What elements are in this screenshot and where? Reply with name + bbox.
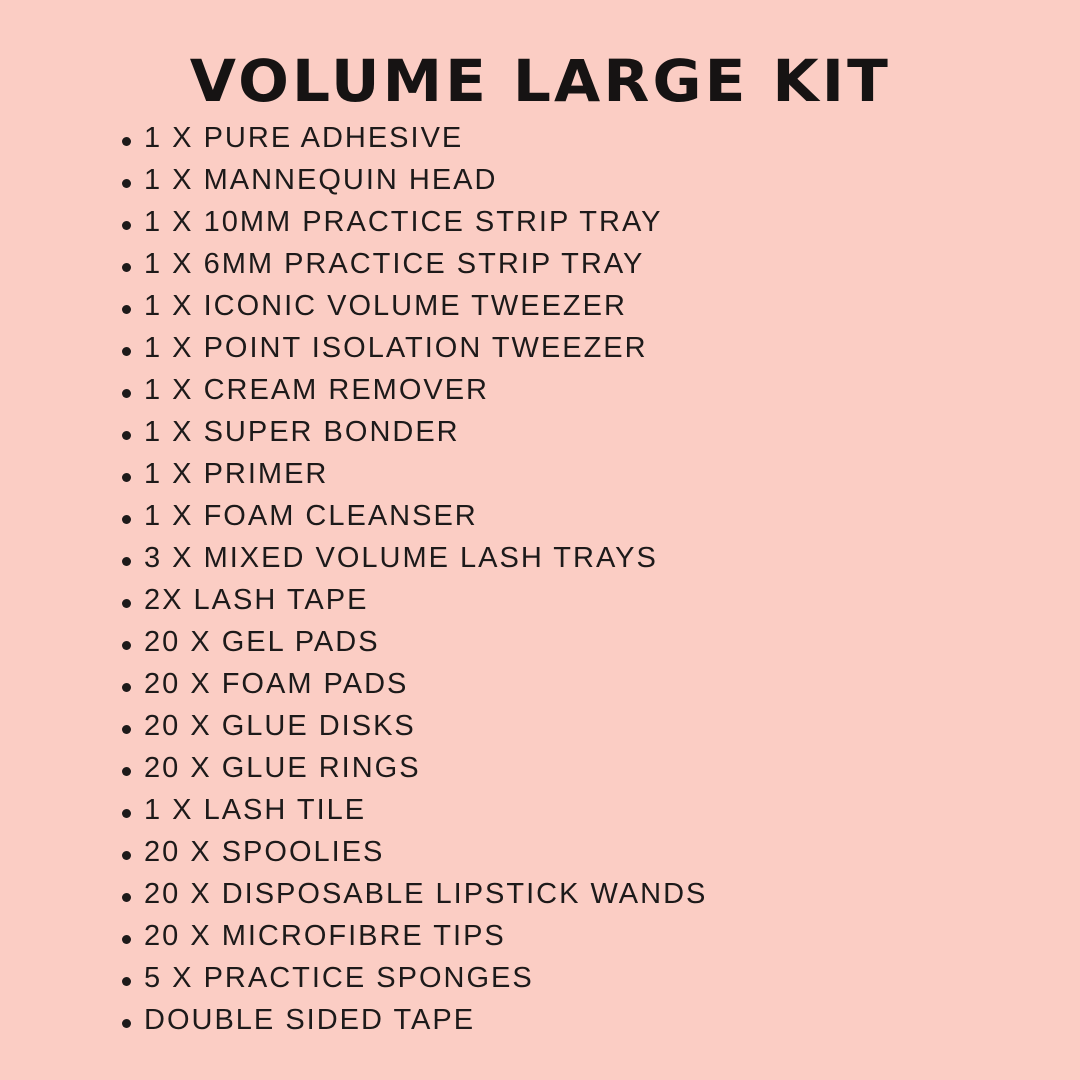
list-item: [122, 838, 1080, 880]
list-item: [122, 460, 1080, 502]
list-item: [122, 880, 1080, 922]
kit-items-list: [0, 124, 1080, 1048]
list-item-label: 1 X POINT ISOLATION TWEEZER: [144, 332, 648, 364]
page-title: VOLUME LARGE KIT: [189, 47, 891, 115]
list-item-label: 1 X FOAM CLEANSER: [144, 500, 478, 532]
list-item: [122, 922, 1080, 964]
list-item: [122, 292, 1080, 334]
list-item: [122, 334, 1080, 376]
list-item-label: 5 X PRACTICE SPONGES: [144, 962, 534, 994]
bullet-icon: [122, 295, 144, 319]
list-item: [122, 964, 1080, 1006]
bullet-icon: [122, 715, 144, 739]
bullet-icon: [122, 547, 144, 571]
bullet-icon: [122, 1009, 144, 1033]
list-item: [122, 670, 1080, 712]
bullet-icon: [122, 253, 144, 277]
list-item-label: 20 X DISPOSABLE LIPSTICK WANDS: [144, 878, 708, 910]
list-item: [122, 502, 1080, 544]
list-item-label: 20 X FOAM PADS: [144, 668, 409, 700]
list-item: [122, 712, 1080, 754]
list-item-label: 1 X 10MM PRACTICE STRIP TRAY: [144, 206, 663, 238]
bullet-icon: [122, 967, 144, 991]
list-item: [122, 166, 1080, 208]
list-item: [122, 628, 1080, 670]
list-item-label: 1 X SUPER BONDER: [144, 416, 460, 448]
list-item-label: 20 X GLUE DISKS: [144, 710, 416, 742]
bullet-icon: [122, 421, 144, 445]
list-item-label: DOUBLE SIDED TAPE: [144, 1004, 476, 1036]
bullet-icon: [122, 799, 144, 823]
bullet-icon: [122, 505, 144, 529]
bullet-icon: [122, 883, 144, 907]
bullet-icon: [122, 841, 144, 865]
list-item-label: 2X LASH TAPE: [144, 584, 369, 616]
bullet-icon: [122, 379, 144, 403]
bullet-icon: [122, 589, 144, 613]
list-item-label: 20 X GEL PADS: [144, 626, 380, 658]
list-item: [122, 376, 1080, 418]
bullet-icon: [122, 757, 144, 781]
list-item: [122, 208, 1080, 250]
list-item-label: 1 X 6MM PRACTICE STRIP TRAY: [144, 248, 645, 280]
bullet-icon: [122, 127, 144, 151]
list-item-label: 1 X CREAM REMOVER: [144, 374, 489, 406]
bullet-icon: [122, 463, 144, 487]
list-item-label: 1 X LASH TILE: [144, 794, 367, 826]
list-item-label: 3 X MIXED VOLUME LASH TRAYS: [144, 542, 658, 574]
bullet-icon: [122, 337, 144, 361]
list-item-label: 20 X SPOOLIES: [144, 836, 385, 868]
list-item: [122, 418, 1080, 460]
bullet-icon: [122, 925, 144, 949]
list-item: [122, 250, 1080, 292]
list-item-label: 1 X MANNEQUIN HEAD: [144, 164, 498, 196]
list-item: [122, 796, 1080, 838]
list-item: [122, 124, 1080, 166]
list-item-label: 20 X GLUE RINGS: [144, 752, 421, 784]
list-item-label: 1 X PURE ADHESIVE: [144, 122, 464, 154]
bullet-icon: [122, 211, 144, 235]
list-item-label: 20 X MICROFIBRE TIPS: [144, 920, 506, 952]
list-item: [122, 1006, 1080, 1048]
bullet-icon: [122, 169, 144, 193]
list-item: [122, 586, 1080, 628]
list-item: [122, 754, 1080, 796]
bullet-icon: [122, 673, 144, 697]
list-item-label: 1 X PRIMER: [144, 458, 329, 490]
list-item: [122, 544, 1080, 586]
bullet-icon: [122, 631, 144, 655]
list-item-label: 1 X ICONIC VOLUME TWEEZER: [144, 290, 627, 322]
